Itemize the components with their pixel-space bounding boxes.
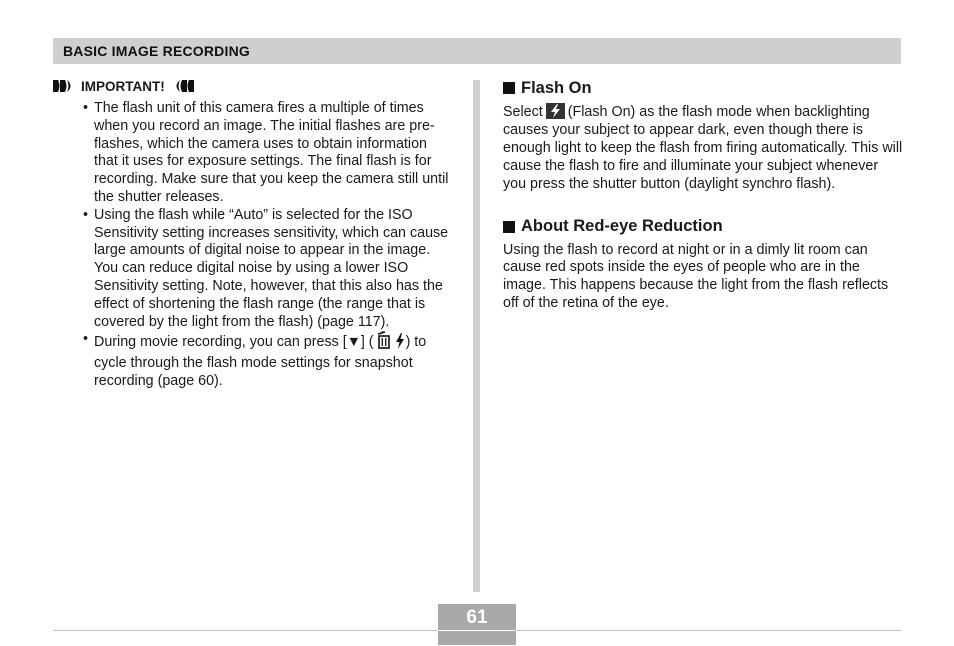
square-bullet-icon bbox=[503, 221, 515, 233]
flash-icon bbox=[396, 333, 404, 355]
important-heading bbox=[53, 77, 453, 95]
right-column bbox=[503, 77, 903, 313]
important-left-icon bbox=[53, 80, 75, 92]
red-eye-section bbox=[503, 216, 903, 314]
flash-on-text-before: Select bbox=[503, 104, 543, 120]
flash-on-heading bbox=[503, 77, 903, 99]
header-bar bbox=[53, 38, 901, 64]
important-label: IMPORTANT! bbox=[81, 78, 165, 94]
page-section-title: BASIC IMAGE RECORDING bbox=[63, 43, 250, 59]
important-notes bbox=[53, 77, 453, 391]
important-right-icon bbox=[172, 80, 194, 92]
bullet-text-before: During movie recording, you can press [ bbox=[94, 334, 347, 351]
flash-on-icon bbox=[546, 103, 565, 119]
red-eye-paragraph: Using the flash to record at night or in a dimly lit room can cause red spots inside the eyes of people who are in the image. This happens because the light from the flash reflects off of the retina of the eye. bbox=[503, 241, 889, 312]
important-bullet-list bbox=[53, 100, 453, 391]
trash-icon bbox=[376, 331, 392, 355]
bullet-text-middle: ] ( bbox=[360, 334, 374, 351]
bullet-text-after: ) to cycle through the flash mode settings for snapshot recording (page 60). bbox=[94, 334, 427, 389]
page-box-band bbox=[438, 630, 516, 631]
square-bullet-icon bbox=[503, 82, 515, 94]
list-item bbox=[83, 331, 453, 390]
red-eye-heading-text: About Red-eye Reduction bbox=[521, 217, 723, 236]
list-item: • The flash unit of this camera fires a multiple of times when you record an image. The initial flashes are pre-flashes, which the camera uses to obtain information that it uses for exposure settings. The final flash is for recording. Make sure that you keep the camera still until the shutter releases. bbox=[83, 100, 453, 207]
list-item: • Using the flash while “Auto” is selected for the ISO Sensitivity setting increases sensitivity, which can cause large amounts of digital noise to appear in the image. You can reduce digital noise by using a lower ISO Sensitivity setting. Note, however, that this also has the effect of shortening the flash range (the range that is covered by the light from the flash) (page 117). bbox=[83, 207, 453, 332]
flash-on-text-after: (Flash On) as the flash mode when backlighting causes your subject to appear dark, even though there is enough light to keep the flash from firing automatically. This will cause the flash to fire and illuminate your subject whenever you press the shutter button (daylight synchro flash). bbox=[503, 104, 903, 192]
down-arrow-symbol: ▼ bbox=[346, 334, 361, 351]
flash-on-paragraph bbox=[503, 103, 903, 194]
page-number-box bbox=[438, 604, 516, 645]
column-divider bbox=[473, 80, 480, 592]
red-eye-heading bbox=[503, 216, 903, 238]
flash-on-heading-text: Flash On bbox=[521, 78, 592, 97]
page-number: 61 bbox=[466, 607, 488, 628]
